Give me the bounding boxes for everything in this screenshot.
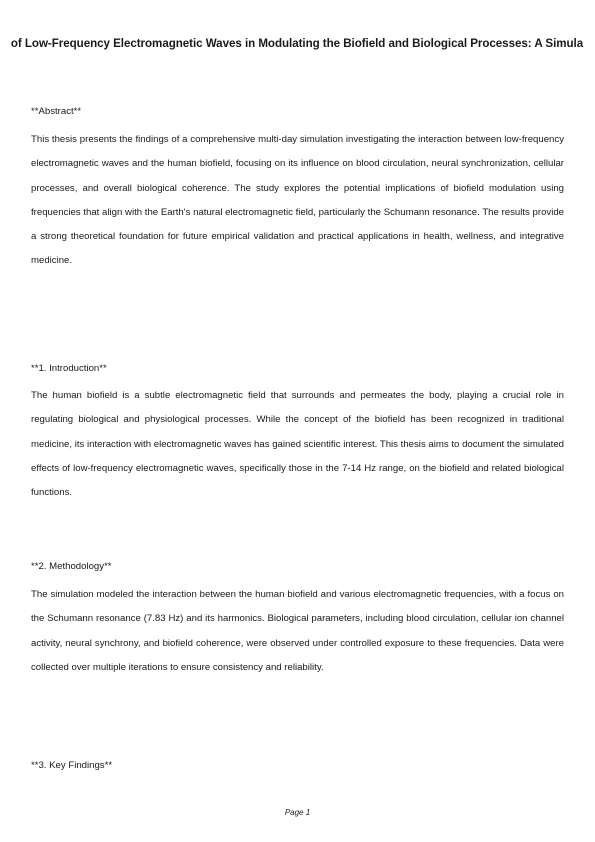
methodology-heading: **2. Methodology** [31, 561, 112, 572]
abstract-paragraph: This thesis presents the findings of a comprehensive multi-day simulation investigating the interaction between low-frequency electromagnetic waves and the human biofield, focusing on its influence on blood circulation, neural synchronization, cellular processes, and overall biological coherence. The study explores the potential implications of biofield modulation using frequencies that align with the Earth's natural electromagnetic field, particularly the Schumann resonance. The results provide a strong theoretical foundation for future empirical validation and practical applications in health, wellness, and integrative medicine. [31, 134, 564, 267]
abstract-heading: **Abstract** [31, 106, 82, 117]
introduction-paragraph: The human biofield is a subtle electromagnetic field that surrounds and permeates the body, playing a crucial role in regulating biological and physiological processes. While the concept of the biofield has been recognized in traditional medicine, its interaction with electromagnetic waves has gained scientific interest. This thesis aims to document the simulated effects of low-frequency electromagnetic waves, specifically those in the 7-14 Hz range, on the biofield and related biological functions. [31, 390, 564, 499]
methodology-paragraph: The simulation modeled the interaction between the human biofield and various electromagnetic frequencies, with a focus on the Schumann resonance (7.83 Hz) and its harmonics. Biological parameters, including blood circulation, cellular ion channel activity, neural synchrony, and biofield coherence, were observed under controlled exposure to these frequencies. Data were collected over multiple iterations to ensure consistency and reliability. [31, 589, 564, 673]
key-findings-heading: **3. Key Findings** [31, 760, 113, 771]
introduction-heading: **1. Introduction** [31, 363, 107, 374]
page-number: Page 1 [284, 808, 311, 817]
document-title: of Low-Frequency Electromagnetic Waves in Modulating the Biofield and Biological Processes: A Simula [10, 37, 584, 50]
